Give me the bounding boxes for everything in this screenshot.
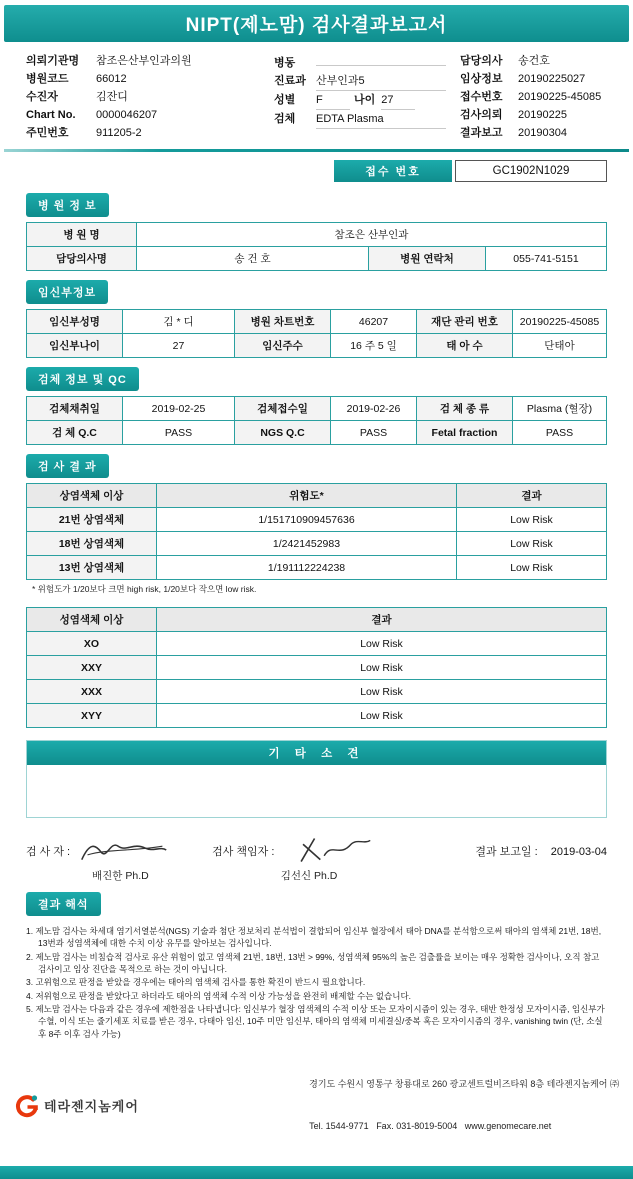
section-divider <box>4 149 629 152</box>
examiner-name: 배진한 Ph.D <box>92 870 149 882</box>
hospital-phone-label: 병원 연락처 <box>369 247 486 271</box>
cell-value: 46207 <box>331 310 417 334</box>
page-title: NIPT(제노맘) 검사결과보고서 <box>185 15 448 36</box>
cell-value: 27 <box>123 334 235 358</box>
cell-label: 검체접수일 <box>235 397 331 421</box>
chromosome-name: 21번 상염색체 <box>27 508 157 532</box>
field-label: 검체 <box>274 113 296 125</box>
chromosome-name: XO <box>27 632 157 656</box>
cell-label: 임신부성명 <box>27 310 123 334</box>
hospital-phone-value: 055-741-5151 <box>486 247 607 271</box>
table-row <box>27 223 607 247</box>
cell-label: 임신주수 <box>235 334 331 358</box>
column-header: 결과 <box>457 484 607 508</box>
field-label: 검사의뢰 <box>460 109 503 121</box>
table-header-row <box>27 484 607 508</box>
column-header: 성염색체 이상 <box>27 608 157 632</box>
field-value: EDTA Plasma <box>316 110 446 129</box>
field-value: 27 <box>381 91 415 110</box>
footer <box>14 1050 619 1162</box>
field-label: 병동 <box>274 57 296 69</box>
cell-label: 검체채취일 <box>27 397 123 421</box>
column-header: 위험도* <box>157 484 457 508</box>
other-findings-content <box>27 765 606 817</box>
receipt-number-row <box>26 160 607 182</box>
interpretation-item: 2. 제노맘 검사는 비침습적 검사로 유산 위험이 없고 염색체 21번, 18번, 13번 > 99%, 성염색체 95%의 높은 검출률을 보이는 매우 정확한 검사이나, 오직 참고검사이고 임상 진단을 목적으로 하는 것이 아닙니다. <box>26 951 600 974</box>
cell-value: 20190225-45085 <box>513 310 607 334</box>
result-value: Low Risk <box>157 632 607 656</box>
field-value: 김잔디 <box>96 91 128 103</box>
interpretation-item: 3. 고위험으로 판정을 받았을 경우에는 태아의 염색체 검사를 통한 확진이 반드시 필요합니다. <box>26 977 366 988</box>
field-label: 나이 <box>354 94 376 106</box>
sex-chromosome-results-table <box>26 607 607 728</box>
field-resident-no <box>26 124 274 142</box>
cell-label: 병원 차트번호 <box>235 310 331 334</box>
logo-g-icon <box>14 1093 40 1119</box>
table-row <box>27 704 607 728</box>
field-value: 20190225-45085 <box>518 91 602 103</box>
report-date-label: 결과 보고일 : <box>475 846 538 858</box>
supervisor-signature-group <box>212 834 376 868</box>
order-info-left-column <box>26 52 274 142</box>
field-label: 수진자 <box>26 91 58 103</box>
column-header: 상염색체 이상 <box>27 484 157 508</box>
field-requesting-org <box>26 52 274 70</box>
report-page <box>0 5 633 1179</box>
field-value: 참조은산부인과의원 <box>96 55 192 67</box>
field-sex-age <box>274 91 460 110</box>
chromosome-name: XXX <box>27 680 157 704</box>
cell-label: 태 아 수 <box>417 334 513 358</box>
field-value: 20190304 <box>518 127 567 139</box>
cell-value: PASS <box>513 421 607 445</box>
field-label: 접수번호 <box>460 91 503 103</box>
risk-footnote: * 위험도가 1/20보다 크면 high risk, 1/20보다 작으면 low risk. <box>32 584 257 594</box>
table-row <box>27 656 607 680</box>
cell-label: NGS Q.C <box>235 421 331 445</box>
cell-label: 재단 관리 번호 <box>417 310 513 334</box>
chromosome-name: 13번 상염색체 <box>27 556 157 580</box>
column-header: 결과 <box>157 608 607 632</box>
field-value: 송건호 <box>518 55 550 67</box>
specimen-qc-table <box>26 396 607 445</box>
field-request-date <box>460 106 607 124</box>
examiner-label: 검 사 자 : <box>26 846 71 858</box>
result-value: Low Risk <box>157 704 607 728</box>
chromosome-name: XYY <box>27 704 157 728</box>
company-address-block <box>309 1050 619 1162</box>
other-findings-box <box>26 740 607 818</box>
company-logo <box>14 1093 139 1119</box>
chromosome-name: XXY <box>27 656 157 680</box>
field-label: Chart No. <box>26 109 76 121</box>
cell-value: 김 * 디 <box>123 310 235 334</box>
interpretation-item: 5. 제노맘 검사는 다음과 같은 경우에 제한점을 나타냅니다: 임신부가 혈장 염색체의 수적 이상 또는 모자이시즘이 있는 경우, 태반 한정성 모자이시즘, 임신부가 수혈, 이식 또는 줄기세포 치료를 받은 경우, 다태아 임신, 10주 미만 임신부, 태아의 염색체 미세결실/중복 혹은 모자이시즘의 경우, vanishing twin (단, 소실 후 8주 이후 검사 가능) <box>26 1003 605 1039</box>
order-info-middle-column <box>274 52 460 142</box>
section-badge-results: 검 사 결 과 <box>26 454 109 478</box>
table-row <box>27 421 607 445</box>
bottom-accent-bar <box>0 1166 633 1179</box>
hospital-name-label: 병 원 명 <box>27 223 137 247</box>
field-value: 산부인과5 <box>316 72 446 91</box>
field-chart-no <box>26 106 274 124</box>
field-clinical-info <box>460 70 607 88</box>
field-accession-no <box>460 88 607 106</box>
examiner-signature-icon <box>76 834 172 868</box>
company-name: 테라젠지놈케어 <box>44 1099 139 1115</box>
other-findings-title: 기 타 소 견 <box>27 741 606 765</box>
cell-label: Fetal fraction <box>417 421 513 445</box>
company-contact: Tel. 1544-9771 Fax. 031-8019-5004 www.genomecare.net <box>309 1120 552 1131</box>
table-row <box>27 310 607 334</box>
report-date-value: 2019-03-04 <box>550 846 607 858</box>
field-ward <box>274 52 460 72</box>
interpretation-list <box>26 925 607 1040</box>
interpretation-item: 1. 제노맘 검사는 차세대 염기서열분석(NGS) 기술과 첨단 정보처리 분석법이 결합되어 임신부 혈장에서 태아 DNA를 분석함으로써 태아의 염색체 21번, 18번, 13번과 성염색체에 대한 수치 이상 유무를 알아보는 검사입니다. <box>26 926 602 949</box>
field-value: 911205-2 <box>96 127 142 139</box>
field-value: 20190225027 <box>518 73 586 85</box>
field-value: 0000046207 <box>96 109 158 121</box>
result-value: Low Risk <box>457 508 607 532</box>
risk-value: 1/151710909457636 <box>157 508 457 532</box>
table-row <box>27 247 607 271</box>
result-value: Low Risk <box>157 656 607 680</box>
field-report-date <box>460 124 607 142</box>
field-value: 20190225 <box>518 109 567 121</box>
examiner-signature-group <box>26 834 172 868</box>
field-label: 임상정보 <box>460 73 503 85</box>
table-header-row <box>27 608 607 632</box>
supervisor-signature-icon <box>280 834 376 868</box>
cell-value: PASS <box>331 421 417 445</box>
cell-label: 검 체 Q.C <box>27 421 123 445</box>
chromosome-name: 18번 상염색체 <box>27 532 157 556</box>
field-label: 주민번호 <box>26 127 69 139</box>
section-badge-hospital: 병 원 정 보 <box>26 193 109 217</box>
receipt-number-label: 접수 번호 <box>334 160 452 182</box>
field-patient-name <box>26 88 274 106</box>
cell-value: 단태아 <box>513 334 607 358</box>
cell-value: 16 주 5 일 <box>331 334 417 358</box>
field-department <box>274 72 460 91</box>
table-row <box>27 508 607 532</box>
field-value <box>316 52 446 66</box>
field-value: 66012 <box>96 73 127 85</box>
report-date-group <box>475 843 607 859</box>
report-title-banner <box>4 5 629 42</box>
doctor-name-label: 담당의사명 <box>27 247 137 271</box>
risk-value: 1/191112224238 <box>157 556 457 580</box>
field-label: 결과보고 <box>460 127 503 139</box>
interpretation-item: 4. 저위험으로 판정을 받았다고 하더라도 태아의 염색체 수적 이상 가능성을 완전히 배제할 수는 없습니다. <box>26 990 412 1001</box>
receipt-number-value: GC1902N1029 <box>455 160 607 182</box>
field-value: F <box>316 91 350 110</box>
field-label: 진료과 <box>274 75 306 87</box>
section-badge-interpretation: 결과 해석 <box>26 892 101 916</box>
field-specimen-type <box>274 110 460 129</box>
autosome-results-table <box>26 483 607 580</box>
field-hospital-code <box>26 70 274 88</box>
section-badge-mother: 임신부정보 <box>26 280 108 304</box>
company-address: 경기도 수원시 영통구 창룡대로 260 광교센트럴비즈타워 8층 테라젠지놈케어 ㈜ <box>309 1078 619 1089</box>
table-row <box>27 397 607 421</box>
cell-value: 2019-02-26 <box>331 397 417 421</box>
result-value: Low Risk <box>457 556 607 580</box>
section-badge-specimen: 검체 정보 및 QC <box>26 367 139 391</box>
table-row <box>27 334 607 358</box>
cell-label: 검 체 종 류 <box>417 397 513 421</box>
hospital-info-table <box>26 222 607 271</box>
field-label: 성별 <box>274 94 296 106</box>
order-info-right-column <box>460 52 607 142</box>
table-row <box>27 632 607 656</box>
cell-value: 2019-02-25 <box>123 397 235 421</box>
hospital-name-value: 참조은 산부인과 <box>137 223 607 247</box>
table-row <box>27 532 607 556</box>
cell-value: PASS <box>123 421 235 445</box>
supervisor-label: 검사 책임자 : <box>212 846 275 858</box>
cell-label: 임신부나이 <box>27 334 123 358</box>
result-value: Low Risk <box>457 532 607 556</box>
mother-info-table <box>26 309 607 358</box>
order-info-block <box>0 42 633 144</box>
table-row <box>27 680 607 704</box>
field-label: 의뢰기관명 <box>26 55 80 67</box>
field-label: 담당의사 <box>460 55 503 67</box>
field-label: 병원코드 <box>26 73 69 85</box>
signature-row <box>26 834 607 868</box>
cell-value: Plasma (혈장) <box>513 397 607 421</box>
doctor-name-value: 송 건 호 <box>137 247 369 271</box>
risk-value: 1/2421452983 <box>157 532 457 556</box>
result-value: Low Risk <box>157 680 607 704</box>
supervisor-name: 김선신 Ph.D <box>280 870 338 882</box>
table-row <box>27 556 607 580</box>
signature-names-row <box>26 868 607 883</box>
field-attending-doctor <box>460 52 607 70</box>
